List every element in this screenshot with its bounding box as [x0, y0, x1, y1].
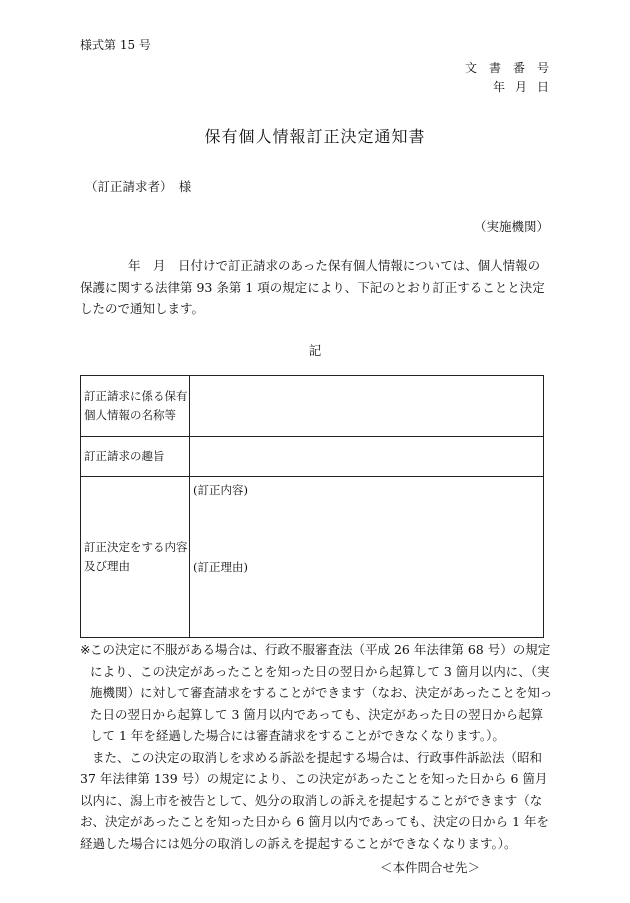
- issuing-agency: （実施機関）: [473, 219, 549, 234]
- note-paragraph-1: この決定に不服がある場合は、行政不服審査法（平成 26 年法律第 68 号）の規定により、この決定があったことを知った日の翌日から起算して 3 箇月以内に、（実施機関）に対して審査請求をすることができます（なお、決定があったことを知った日の翌日から起算して 3 箇月以内であっても、決定があった日の翌日から起算して 1 年を経過した場合には審査請求をすることができなくなります。）。: [90, 642, 553, 743]
- form-number: 様式第 15 号: [80, 38, 151, 52]
- row-value: [190, 376, 544, 437]
- appeal-note: [80, 639, 554, 854]
- date-label: 年月日: [492, 80, 559, 94]
- body-paragraph: 年 月 日付けで訂正請求のあった保有個人情報については、個人情報の保護に関する法律第 93 条第 1 項の規定により、下記のとおり訂正することと決定したので通知します。: [80, 258, 545, 316]
- row-value: [190, 477, 544, 638]
- row-label: 訂正請求に係る保有個人情報の名称等: [81, 376, 190, 437]
- note-paragraph-2: また、この決定の取消しを求める訴訟を提起する場合は、行政事件訴訟法（昭和 37 年法律第 139 号）の規定により、この決定があったことを知った日から 6 箇月以内に、潟上市を被告として、処分の取消しの訴えを提起することができます（なお、決定があったことを知った日から 6 箇月以内であっても、決定の日から 1 年を経過した場合には処分の取消しの訴えを提起することができなくなります。）。: [80, 749, 550, 851]
- row-label: 訂正決定をする内容及び理由: [81, 477, 190, 638]
- table-row: [81, 477, 544, 638]
- document-number-label: 文書番号: [464, 61, 561, 75]
- table-row: [81, 437, 544, 477]
- ki-heading: 記: [308, 343, 322, 358]
- row-label: 訂正請求の趣旨: [81, 437, 190, 477]
- contact-heading: ＜本件問合せ先＞: [379, 860, 480, 875]
- document-title: 保有個人情報訂正決定通知書: [204, 127, 426, 146]
- correction-reason-label: (訂正理由): [193, 560, 248, 574]
- decision-table: [80, 375, 544, 638]
- note-mark: ※: [80, 642, 91, 657]
- table-row: [81, 376, 544, 437]
- row-value: [190, 437, 544, 477]
- addressee: （訂正請求者） 様: [85, 179, 192, 194]
- correction-content-label: (訂正内容): [193, 483, 248, 497]
